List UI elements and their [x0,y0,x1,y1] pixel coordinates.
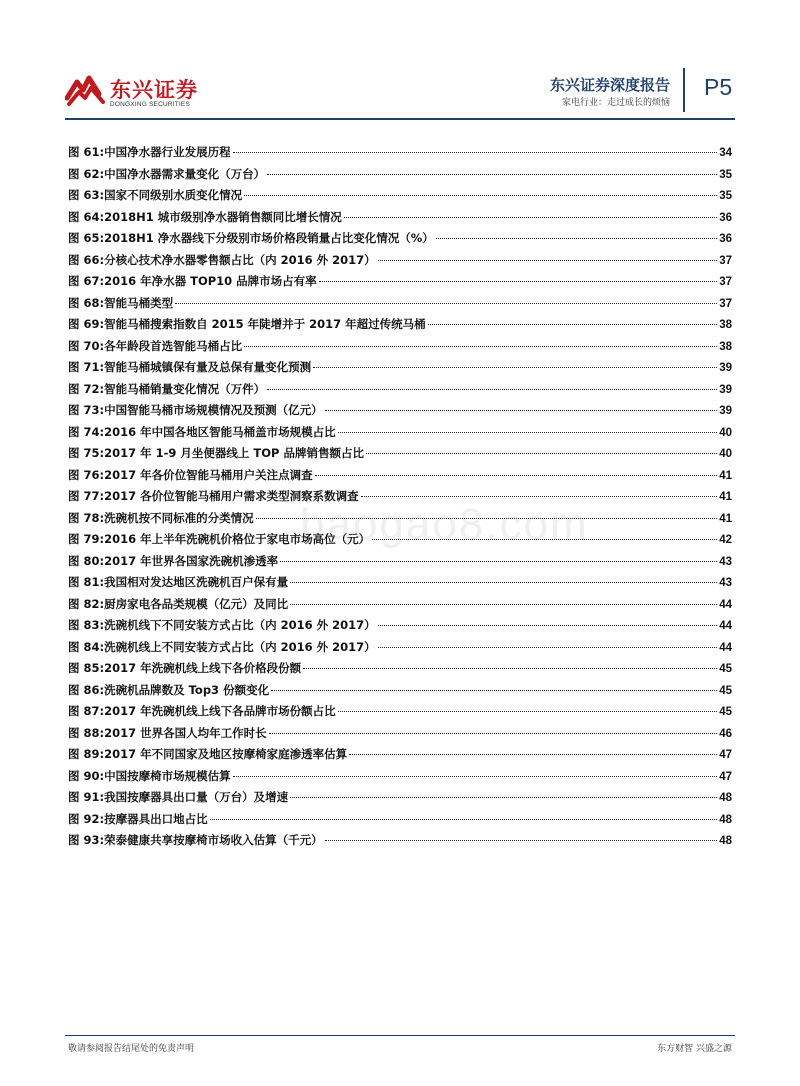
figure-label: 图 86: [68,682,105,697]
figure-title: 中国智能马桶市场规模情况及预测（亿元） [104,403,323,417]
figure-label: 图 70: [68,338,105,353]
toc-entry[interactable] [68,768,732,790]
figure-label: 图 63: [68,188,105,202]
toc-entry[interactable] [68,273,732,295]
figure-page-number: 48 [719,792,732,804]
figure-page-number: 45 [719,663,732,675]
toc-entry[interactable] [68,682,732,704]
figure-page-number: 48 [719,835,732,847]
figure-label: 图 92: [68,811,105,826]
figure-label: 图 85: [68,661,105,675]
figure-page-number: 38 [719,340,732,353]
figure-page-number: 45 [719,684,732,697]
leader-dots [269,733,718,734]
figure-title: 智能马桶城镇保有量及总保有量变化预测 [104,360,312,374]
figure-label: 图 65: [68,231,105,245]
toc-entry[interactable] [68,553,732,575]
figure-label: 图 79: [68,532,105,546]
figure-title: 洗碗机品牌数及 Top3 份额变化 [104,682,270,697]
logo-text-en: DONGXING SECURITIES [110,101,191,108]
figure-label: 图 69: [68,317,105,331]
figure-page-number: 40 [719,448,732,460]
figure-label: 图 75: [68,446,105,460]
toc-entry[interactable] [68,252,732,274]
figure-label: 图 64: [68,209,105,224]
leader-dots [290,604,717,605]
toc-entry[interactable] [68,789,732,811]
figure-page-number: 45 [719,706,732,718]
leader-dots [290,582,717,583]
logo-text-cn: 东兴证券 [110,78,198,102]
toc-entry[interactable] [68,381,732,403]
leader-dots [366,453,717,454]
figure-page-number: 37 [719,276,732,288]
figure-title: 2016 年上半年洗碗机价格位于家电市场高位（元） [104,532,371,546]
figure-label: 图 67: [68,274,105,288]
figure-label: 图 68: [68,295,105,310]
figure-label: 图 76: [68,467,105,482]
leader-dots [428,324,718,325]
leader-dots [349,754,717,755]
toc-entry[interactable] [68,402,732,424]
figure-page-number: 43 [719,555,732,568]
figure-page-number: 37 [719,297,732,310]
footer-slogan: 东方财智 兴盛之源 [657,1044,732,1054]
figure-page-number: 48 [719,813,732,826]
figure-label: 图 80: [68,553,105,568]
figure-title: 2017 各价位智能马桶用户需求类型洞察系数调查 [104,489,359,503]
figure-page-number: 40 [719,426,732,439]
page-number: P5 [704,74,733,100]
header-rule [65,118,735,120]
figure-label: 图 84: [68,639,105,654]
figure-label: 图 74: [68,424,105,439]
figure-label: 图 71: [68,360,105,374]
leader-dots [338,432,718,433]
leader-dots [361,496,718,497]
figure-page-number: 43 [719,577,732,589]
figure-page-number: 36 [719,211,732,224]
figure-label: 图 73: [68,403,105,417]
figure-title: 各年龄段首选智能马桶占比 [104,338,243,353]
figure-title: 2016 年净水器 TOP10 品牌市场占有率 [104,274,317,288]
figure-title: 中国按摩椅市场规模估算 [104,768,231,783]
figure-label: 图 93: [68,833,105,847]
leader-dots [267,389,717,390]
figure-page-number: 35 [719,190,732,202]
figure-label: 图 90: [68,768,105,783]
figure-title: 洗碗机线下不同安装方式占比（内 2016 外 2017） [104,618,376,632]
figure-page-number: 41 [719,512,732,525]
toc-entry[interactable] [68,703,732,725]
figure-label: 图 83: [68,618,105,632]
leader-dots [233,152,718,153]
toc-entry[interactable] [68,725,732,747]
figure-page-number: 41 [719,491,732,503]
figure-label: 图 62: [68,166,105,181]
figure-page-number: 37 [719,254,732,267]
figure-title: 2017 年洗碗机线上线下各品牌市场份额占比 [104,704,336,718]
toc-entry[interactable] [68,596,732,618]
figure-page-number: 41 [719,469,732,482]
figure-title: 智能马桶销量变化情况（万件） [104,381,266,396]
leader-dots [325,410,718,411]
figure-title: 智能马桶搜索指数自 2015 年陡增并于 2017 年超过传统马桶 [104,317,426,331]
toc-entry[interactable] [68,445,732,467]
figure-title: 洗碗机线上不同安装方式占比（内 2016 外 2017） [104,639,376,654]
figure-title: 2018H1 城市级别净水器销售额同比增长情况 [104,209,342,224]
logo-mark-icon [65,68,107,110]
figure-title: 厨房家电各品类规模（亿元）及同比 [104,596,289,611]
figure-label: 图 81: [68,575,105,589]
figure-title: 分核心技术净水器零售额占比（内 2016 外 2017） [104,252,376,267]
figure-page-number: 34 [719,147,732,159]
figure-page-number: 42 [719,534,732,546]
figure-title: 我国相对发达地区洗碗机百户保有量 [104,575,289,589]
figure-page-number: 44 [719,620,732,632]
leader-dots [378,260,718,261]
figure-title: 2017 世界各国人均年工作时长 [104,725,267,740]
toc-entry[interactable] [68,295,732,317]
toc-entry[interactable] [68,338,732,360]
toc-entry[interactable] [68,359,732,381]
figure-title: 我国按摩器具出口量（万台）及增速 [104,790,289,804]
leader-dots [378,625,718,626]
figure-title: 2017 年不同国家及地区按摩椅家庭渗透率估算 [104,747,348,761]
figure-label: 图 72: [68,381,105,396]
watermark: baogao8.com [300,500,589,549]
leader-dots [210,819,718,820]
figure-title: 2017 年世界各国家洗碗机渗透率 [104,553,279,568]
figure-title: 中国净水器行业发展历程 [104,145,231,159]
leader-dots [378,647,718,648]
figure-title: 2016 年中国各地区智能马桶盖市场规模占比 [104,424,336,439]
figure-label: 图 66: [68,252,105,267]
figure-page-number: 39 [719,362,732,374]
toc-entry[interactable] [68,832,732,854]
footer-disclaimer: 敬请参阅报告结尾处的免责声明 [68,1044,195,1054]
report-title: 东兴证券深度报告 [549,76,670,94]
figure-page-number: 44 [719,641,732,654]
figure-title: 荣泰健康共享按摩椅市场收入估算（千元） [104,833,323,847]
figure-title: 按摩器具出口地占比 [104,811,208,826]
leader-dots [313,367,717,368]
leader-dots [344,217,717,218]
leader-dots [319,281,718,282]
leader-dots [271,690,717,691]
figure-title: 2018H1 净水器线下分级别市场价格段销量占比变化情况（%） [104,231,434,245]
toc-entry[interactable] [68,424,732,446]
figure-title: 洗碗机按不同标准的分类情况 [104,510,254,525]
figure-title: 2017 年各价位智能马桶用户关注点调查 [104,467,313,482]
figure-title: 国家不同级别水质变化情况 [104,188,243,202]
leader-dots [244,346,717,347]
leader-dots [267,174,717,175]
figure-label: 图 61: [68,145,105,159]
leader-dots [325,840,718,841]
figure-title: 智能马桶类型 [104,295,174,310]
figure-page-number: 35 [719,168,732,181]
toc-entry[interactable] [68,746,732,768]
toc-entry[interactable] [68,209,732,231]
toc-entry[interactable] [68,660,732,682]
figure-page-number: 38 [719,319,732,331]
toc-entry[interactable] [68,467,732,489]
report-subtitle: 家电行业：走过成长的烦恼 [561,98,670,108]
figure-label: 图 82: [68,596,105,611]
toc-entry[interactable] [68,187,732,209]
figure-page-number: 39 [719,405,732,417]
figure-page-number: 39 [719,383,732,396]
leader-dots [175,303,717,304]
figure-page-number: 47 [719,749,732,761]
figure-label: 图 88: [68,725,105,740]
figure-title: 2017 年 1-9 月坐便器线上 TOP 品牌销售额占比 [104,446,364,460]
footer-rule [65,1035,735,1036]
figure-page-number: 44 [719,598,732,611]
dongxing-logo [65,68,225,114]
figure-index-list [68,144,732,854]
figure-page-number: 36 [719,233,732,245]
leader-dots [436,238,717,239]
figure-label: 图 77: [68,489,105,503]
leader-dots [233,776,718,777]
toc-entry[interactable] [68,230,732,252]
figure-label: 图 91: [68,790,105,804]
figure-label: 图 78: [68,510,105,525]
leader-dots [290,797,717,798]
leader-dots [338,711,718,712]
toc-entry[interactable] [68,639,732,661]
toc-entry[interactable] [68,166,732,188]
toc-entry[interactable] [68,144,732,166]
toc-entry[interactable] [68,617,732,639]
leader-dots [280,561,717,562]
figure-page-number: 47 [719,770,732,783]
figure-page-number: 46 [719,727,732,740]
figure-title: 2017 年洗碗机线上线下各价格段份额 [104,661,302,675]
toc-entry[interactable] [68,316,732,338]
figure-title: 中国净水器需求量变化（万台） [104,166,266,181]
toc-entry[interactable] [68,574,732,596]
page-header [0,0,800,125]
leader-dots [315,475,718,476]
figure-label: 图 87: [68,704,105,718]
leader-dots [303,668,717,669]
figure-label: 图 89: [68,747,105,761]
header-divider [683,68,685,112]
leader-dots [244,195,717,196]
toc-entry[interactable] [68,811,732,833]
